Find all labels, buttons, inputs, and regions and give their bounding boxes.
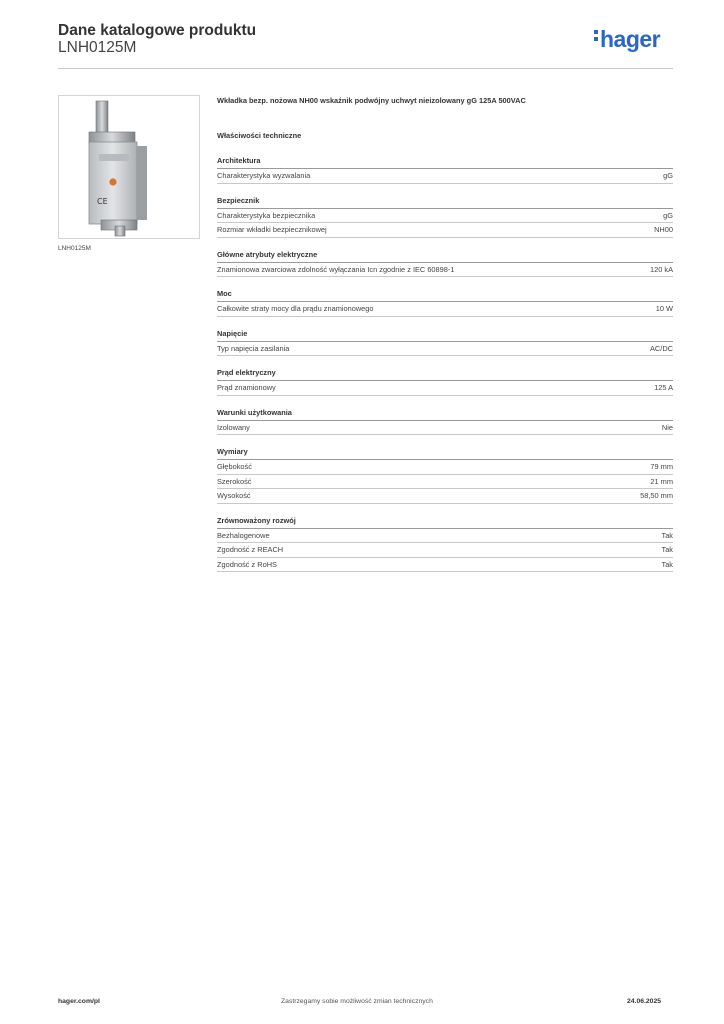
spec-label: Typ napięcia zasilania	[217, 343, 290, 353]
spec-label: Zgodność z RoHS	[217, 559, 277, 569]
spec-value: Nie	[661, 422, 673, 432]
hager-logo	[594, 28, 660, 51]
section-heading: Zrównoważony rozwój	[217, 516, 673, 529]
fuse-illustration	[59, 96, 199, 238]
spec-row	[217, 558, 673, 573]
spec-value: 79 mm	[650, 462, 673, 471]
spec-section	[217, 156, 673, 184]
product-code: LNH0125M	[58, 39, 137, 56]
svg-text:CE: CE	[97, 197, 108, 206]
section-heading: Napięcie	[217, 329, 673, 342]
spec-value: 21 mm	[650, 476, 673, 486]
page-title: Dane katalogowe produktu	[58, 22, 257, 39]
spec-value: AC/DC	[650, 343, 673, 353]
spec-row	[217, 381, 673, 396]
spec-value: 58,50 mm	[640, 491, 673, 500]
logo-text: hager	[600, 26, 661, 52]
spec-value: 120 kA	[649, 264, 673, 274]
spec-label: Zgodność z REACH	[217, 545, 284, 554]
spec-row	[217, 223, 673, 238]
footer-date: 24.06.2025	[627, 998, 662, 1005]
spec-label: Charakterystyka wyzwalania	[217, 171, 311, 180]
spec-label: Całkowite straty mocy dla prądu znamionowego	[217, 304, 374, 313]
spec-value: gG	[663, 171, 673, 180]
spec-value: 10 W	[655, 304, 673, 313]
spec-row	[217, 421, 673, 436]
spec-value: NH00	[654, 225, 673, 234]
spec-label: Rozmiar wkładki bezpiecznikowej	[217, 225, 327, 234]
spec-label: Izolowany	[217, 422, 250, 432]
spec-row	[217, 543, 673, 558]
spec-label: Prąd znamionowy	[217, 383, 276, 392]
spec-section	[217, 516, 673, 573]
spec-row	[217, 302, 673, 317]
spec-label: Szerokość	[217, 476, 252, 486]
logo-dots-icon	[594, 30, 598, 44]
spec-label: Głębokość	[217, 462, 252, 471]
spec-row	[217, 342, 673, 357]
spec-row	[217, 460, 673, 475]
image-caption: LNH0125M	[58, 245, 91, 252]
technical-properties	[217, 156, 673, 584]
section-heading: Architektura	[217, 156, 673, 169]
spec-label: Bezhalogenowe	[217, 530, 270, 540]
spec-label: Charakterystyka bezpiecznika	[217, 210, 316, 220]
section-heading: Główne atrybuty elektryczne	[217, 250, 673, 263]
spec-section	[217, 408, 673, 436]
footer-disclaimer: Zastrzegamy sobie możliwość zmian technicznych	[281, 998, 433, 1005]
spec-section	[217, 289, 673, 317]
section-heading: Bezpiecznik	[217, 196, 673, 209]
spec-value: Tak	[661, 545, 673, 554]
spec-row	[217, 475, 673, 490]
section-heading: Prąd elektryczny	[217, 368, 673, 381]
section-heading: Moc	[217, 289, 673, 302]
product-image	[58, 95, 200, 239]
spec-section	[217, 447, 673, 504]
spec-value: Tak	[661, 530, 673, 540]
product-title: Wkładka bezp. nożowa NH00 wskaźnik podwójny uchwyt nieizolowany gG 125A 500VAC	[217, 96, 526, 105]
section-heading: Warunki użytkowania	[217, 408, 673, 421]
spec-row	[217, 529, 673, 544]
spec-row	[217, 169, 673, 184]
spec-value: 125 A	[654, 383, 673, 392]
spec-section	[217, 196, 673, 238]
spec-section	[217, 329, 673, 357]
spec-value: Tak	[661, 559, 673, 569]
spec-label: Znamionowa zwarciowa zdolność wyłączania Icn zgodnie z IEC 60898-1	[217, 264, 455, 274]
spec-section	[217, 250, 673, 278]
spec-row	[217, 209, 673, 224]
header-divider	[58, 68, 673, 69]
spec-row	[217, 263, 673, 278]
footer-website: hager.com/pl	[58, 998, 100, 1005]
spec-row	[217, 489, 673, 504]
spec-value: gG	[663, 210, 673, 220]
spec-label: Wysokość	[217, 491, 251, 500]
section-heading: Wymiary	[217, 447, 673, 460]
properties-heading: Właściwości techniczne	[217, 131, 302, 140]
spec-section	[217, 368, 673, 396]
